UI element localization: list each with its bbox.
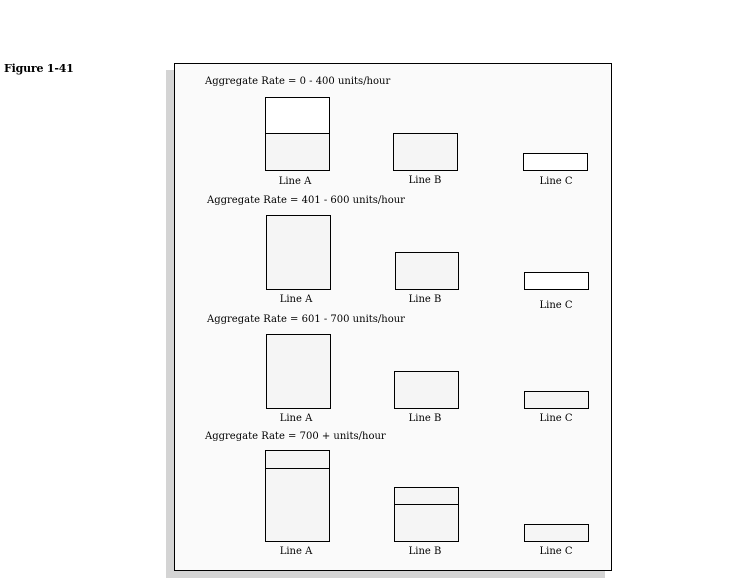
line-b-box-4 bbox=[394, 487, 459, 542]
rate-label-4: Aggregate Rate = 700 + units/hour bbox=[205, 431, 386, 442]
line-a-label-2: Line A bbox=[279, 294, 313, 305]
line-c-box-1 bbox=[523, 153, 588, 171]
line-c-box-3 bbox=[524, 391, 589, 409]
line-b-box-3 bbox=[394, 371, 459, 409]
line-a-box-3 bbox=[266, 334, 331, 409]
line-c-label-1: Line C bbox=[539, 176, 573, 187]
line-a-capacity-divider-4 bbox=[266, 468, 329, 469]
line-b-label-1: Line B bbox=[408, 175, 442, 186]
line-b-label-2: Line B bbox=[408, 294, 442, 305]
rate-label-2: Aggregate Rate = 401 - 600 units/hour bbox=[207, 195, 405, 206]
line-a-box-2 bbox=[266, 215, 331, 290]
line-c-label-3: Line C bbox=[539, 413, 573, 424]
rate-label-1: Aggregate Rate = 0 - 400 units/hour bbox=[205, 76, 391, 87]
rate-label-3: Aggregate Rate = 601 - 700 units/hour bbox=[207, 314, 405, 325]
line-b-box-1 bbox=[393, 133, 458, 171]
line-a-fill-1 bbox=[266, 134, 329, 170]
line-c-label-4: Line C bbox=[539, 546, 573, 557]
line-a-label-1: Line A bbox=[278, 176, 312, 187]
line-a-box-4 bbox=[265, 450, 330, 542]
line-a-label-3: Line A bbox=[279, 413, 313, 424]
line-b-box-2 bbox=[395, 252, 459, 290]
line-b-capacity-divider-4 bbox=[395, 504, 458, 505]
line-b-label-3: Line B bbox=[408, 413, 442, 424]
line-c-label-2: Line C bbox=[539, 300, 573, 311]
line-a-label-4: Line A bbox=[279, 546, 313, 557]
line-c-box-2 bbox=[524, 272, 589, 290]
line-a-box-1 bbox=[265, 97, 330, 171]
line-c-box-4 bbox=[524, 524, 589, 542]
figure-label: Figure 1-41 bbox=[4, 62, 74, 75]
line-b-label-4: Line B bbox=[408, 546, 442, 557]
